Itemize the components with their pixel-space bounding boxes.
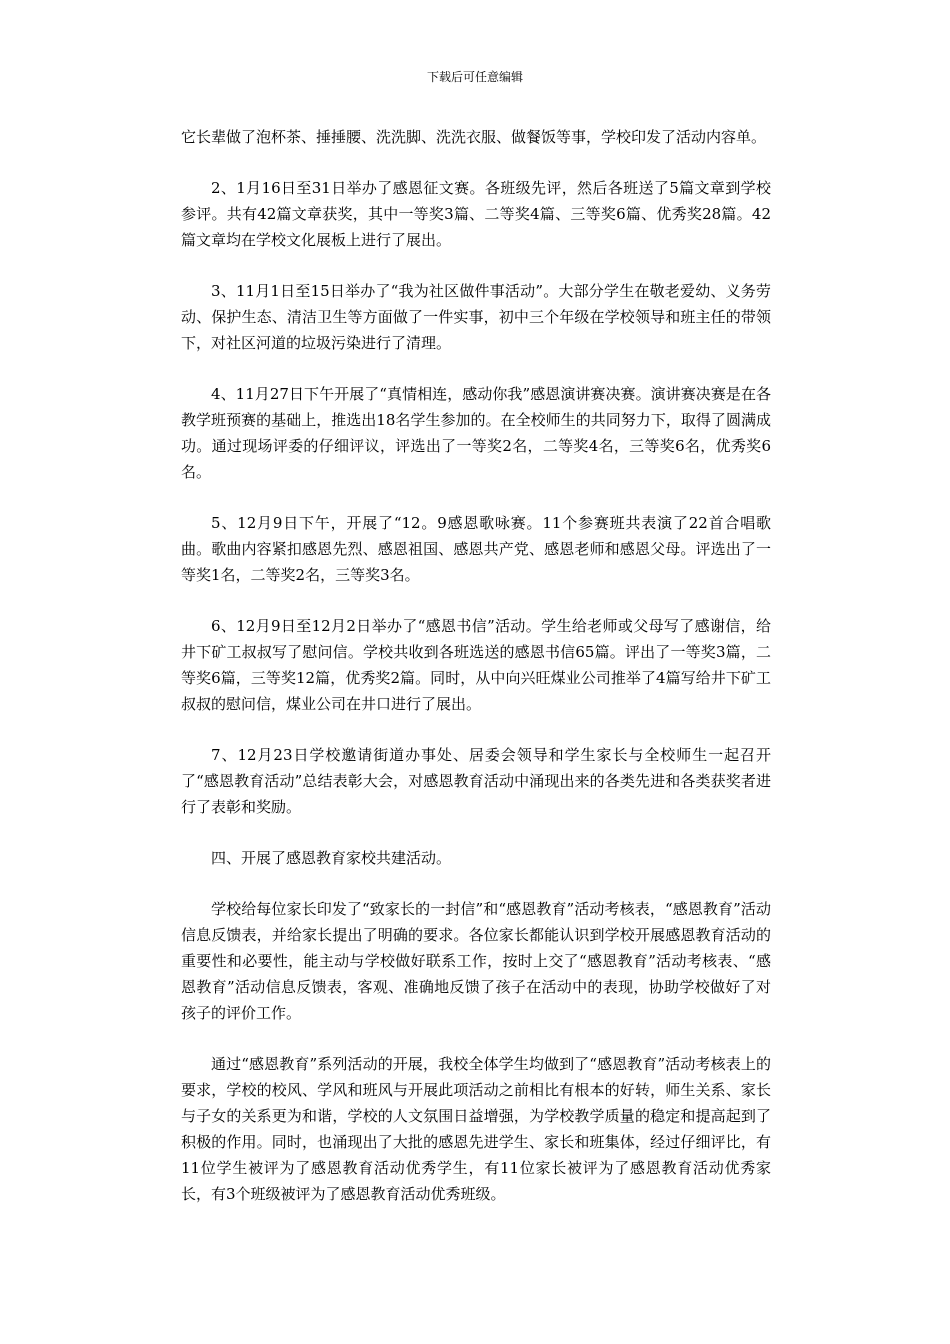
paragraph-6: 6、12月9日至12月2日举办了“感恩书信”活动。学生给老师或父母写了感谢信，给井下矿工叔叔写了慰问信。学校共收到各班选送的感恩书信65篇。评出了一等奖3篇，二等奖6篇，三等奖12篇，优秀奖2篇。同时，从中向兴旺煤业公司推举了4篇写给井下矿工叔叔的慰问信，煤业公司在井口进行了展出。 bbox=[181, 617, 771, 713]
paragraph-10: 通过“感恩教育”系列活动的开展，我校全体学生均做到了“感恩教育”活动考核表上的要求，学校的校风、学风和班风与开展此项活动之前相比有根本的好转，师生关系、家长与子女的关系更为和谐，学校的人文氛围日益增强，为学校教学质量的稳定和提高起到了积极的作用。同时，也涌现出了大批的感恩先进学生、家长和班集体，经过仔细评比，有11位学生被评为了感恩教育活动优秀学生，有11位家长被评为了感恩教育活动优秀家长，有3个班级被评为了感恩教育活动优秀班级。 bbox=[181, 1055, 771, 1203]
paragraph-5: 5、12月9日下午，开展了“12。9感恩歌咏赛。11个参赛班共表演了22首合唱歌曲。歌曲内容紧扣感恩先烈、感恩祖国、感恩共产党、感恩老师和感恩父母。评选出了一等奖1名，二等奖2名，三等奖3名。 bbox=[181, 514, 771, 584]
paragraph-1: 它长辈做了泡杯茶、捶捶腰、洗洗脚、洗洗衣服、做餐饭等事，学校印发了活动内容单。 bbox=[181, 128, 767, 146]
paragraph-4: 4、11月27日下午开展了“真情相连，感动你我”感恩演讲赛决赛。演讲赛决赛是在各教学班预赛的基础上，推选出18名学生参加的。在全校师生的共同努力下，取得了圆满成功。通过现场评委的仔细评议，评选出了一等奖2名，二等奖4名，三等奖6名，优秀奖6名。 bbox=[181, 385, 771, 481]
paragraph-2: 2、1月16日至31日举办了感恩征文赛。各班级先评，然后各班送了5篇文章到学校参评。共有42篇文章获奖，其中一等奖3篇、二等奖4篇、三等奖6篇、优秀奖28篇。42篇文章均在学校文化展板上进行了展出。 bbox=[181, 179, 771, 249]
paragraph-7: 7、12月23日学校邀请街道办事处、居委会领导和学生家长与全校师生一起召开了“感恩教育活动”总结表彰大会，对感恩教育活动中涌现出来的各类先进和各类获奖者进行了表彰和奖励。 bbox=[181, 746, 771, 816]
page-header: 下载后可任意编辑 bbox=[426, 70, 523, 84]
paragraph-9: 学校给每位家长印发了“致家长的一封信”和“感恩教育”活动考核表，“感恩教育”活动信息反馈表，并给家长提出了明确的要求。各位家长都能认识到学校开展感恩教育活动的重要性和必要性，能主动与学校做好联系工作，按时上交了“感恩教育”活动考核表、“感恩教育”活动信息反馈表，客观、准确地反馈了孩子在活动中的表现，协助学校做好了对孩子的评价工作。 bbox=[181, 900, 771, 1022]
paragraph-3: 3、11月1日至15日举办了“我为社区做件事活动”。大部分学生在敬老爱幼、义务劳动、保护生态、清洁卫生等方面做了一件实事，初中三个年级在学校领导和班主任的带领下，对社区河道的垃圾污染进行了清理。 bbox=[181, 282, 771, 352]
document-body bbox=[181, 124, 771, 1232]
section-heading-4: 四、开展了感恩教育家校共建活动。 bbox=[211, 849, 452, 867]
